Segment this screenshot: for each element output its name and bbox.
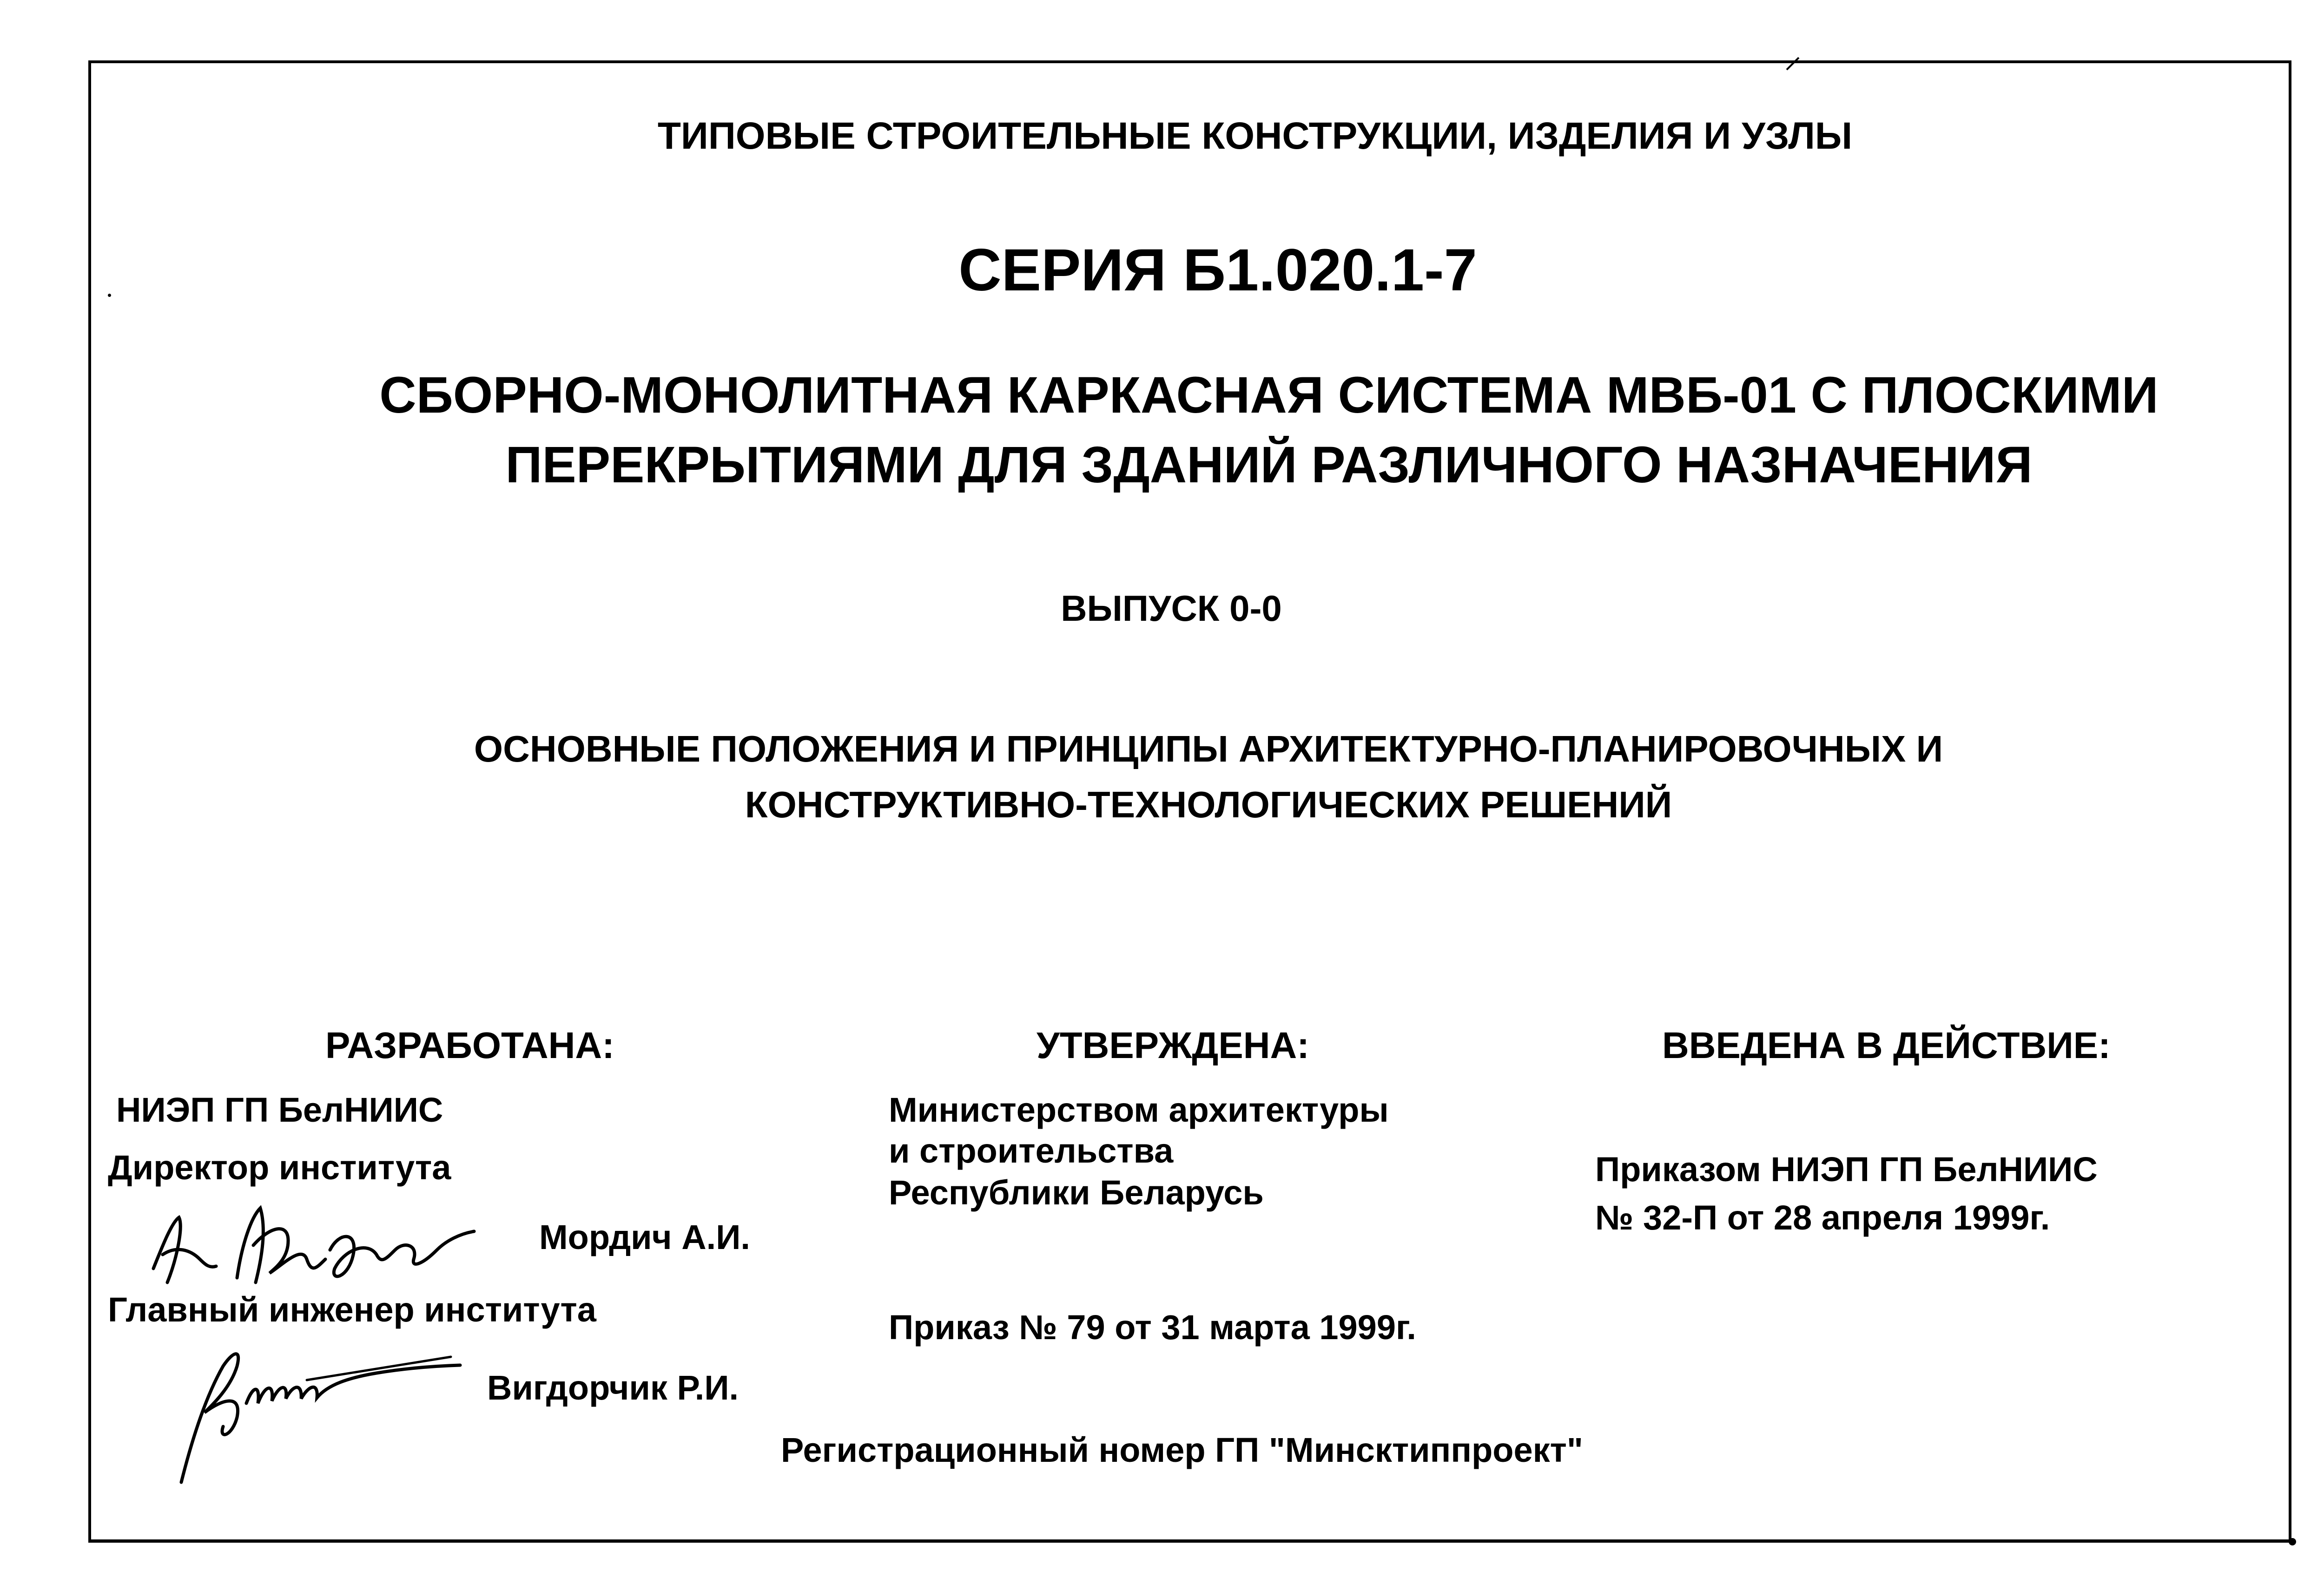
chief-engineer-signature <box>153 1329 479 1487</box>
scan-speck <box>108 294 111 297</box>
director-title: Директор института <box>108 1148 451 1187</box>
approved-line-3: Республики Беларусь <box>889 1173 1264 1212</box>
approval-order: Приказ № 79 от 31 марта 1999г. <box>889 1308 1416 1347</box>
enacted-heading: ВВЕДЕНА В ДЕЙСТВИЕ: <box>1662 1025 2111 1066</box>
approved-heading: УТВЕРЖДЕНА: <box>1037 1025 1309 1066</box>
chief-engineer-name: Вигдорчик Р.И. <box>487 1368 739 1407</box>
director-signature <box>135 1190 488 1301</box>
document-title-line-1: СБОРНО-МОНОЛИТНАЯ КАРКАСНАЯ СИСТЕМА МВБ-01 С ПЛОСКИМИ <box>379 367 2159 424</box>
developed-heading: РАЗРАБОТАНА: <box>325 1025 614 1066</box>
chief-engineer-title: Главный инженер института <box>108 1290 596 1329</box>
scan-mark <box>1785 55 1803 72</box>
director-name: Мордич А.И. <box>539 1218 750 1256</box>
document-subtitle <box>474 721 1943 833</box>
approved-line-1: Министерством архитектуры <box>889 1091 1389 1129</box>
document-subtitle-line-2: КОНСТРУКТИВНО-ТЕХНОЛОГИЧЕСКИХ РЕШЕНИЙ <box>745 784 1672 825</box>
issue-number: ВЫПУСК 0-0 <box>1061 588 1282 629</box>
document-header: ТИПОВЫЕ СТРОИТЕЛЬНЫЕ КОНСТРУКЦИИ, ИЗДЕЛИЯ И УЗЛЫ <box>657 115 1853 157</box>
document-title-line-2: ПЕРЕКРЫТИЯМИ ДЛЯ ЗДАНИЙ РАЗЛИЧНОГО НАЗНАЧЕНИЯ <box>505 436 2033 493</box>
scan-speck <box>2289 1538 2296 1545</box>
registration-number: Регистрационный номер ГП "Минсктиппроект" <box>781 1431 1583 1469</box>
series-number: СЕРИЯ Б1.020.1-7 <box>958 237 1477 303</box>
enacted-line-1: Приказом НИЭП ГП БелНИИС <box>1595 1150 2098 1189</box>
document-title <box>379 361 2158 500</box>
developer-organization: НИЭП ГП БелНИИС <box>116 1091 443 1129</box>
enacted-line-2: № 32-П от 28 апреля 1999г. <box>1595 1198 2050 1237</box>
document-subtitle-line-1: ОСНОВНЫЕ ПОЛОЖЕНИЯ И ПРИНЦИПЫ АРХИТЕКТУРНО-ПЛАНИРОВОЧНЫХ И <box>474 728 1943 769</box>
approved-line-2: и строительства <box>889 1131 1174 1170</box>
